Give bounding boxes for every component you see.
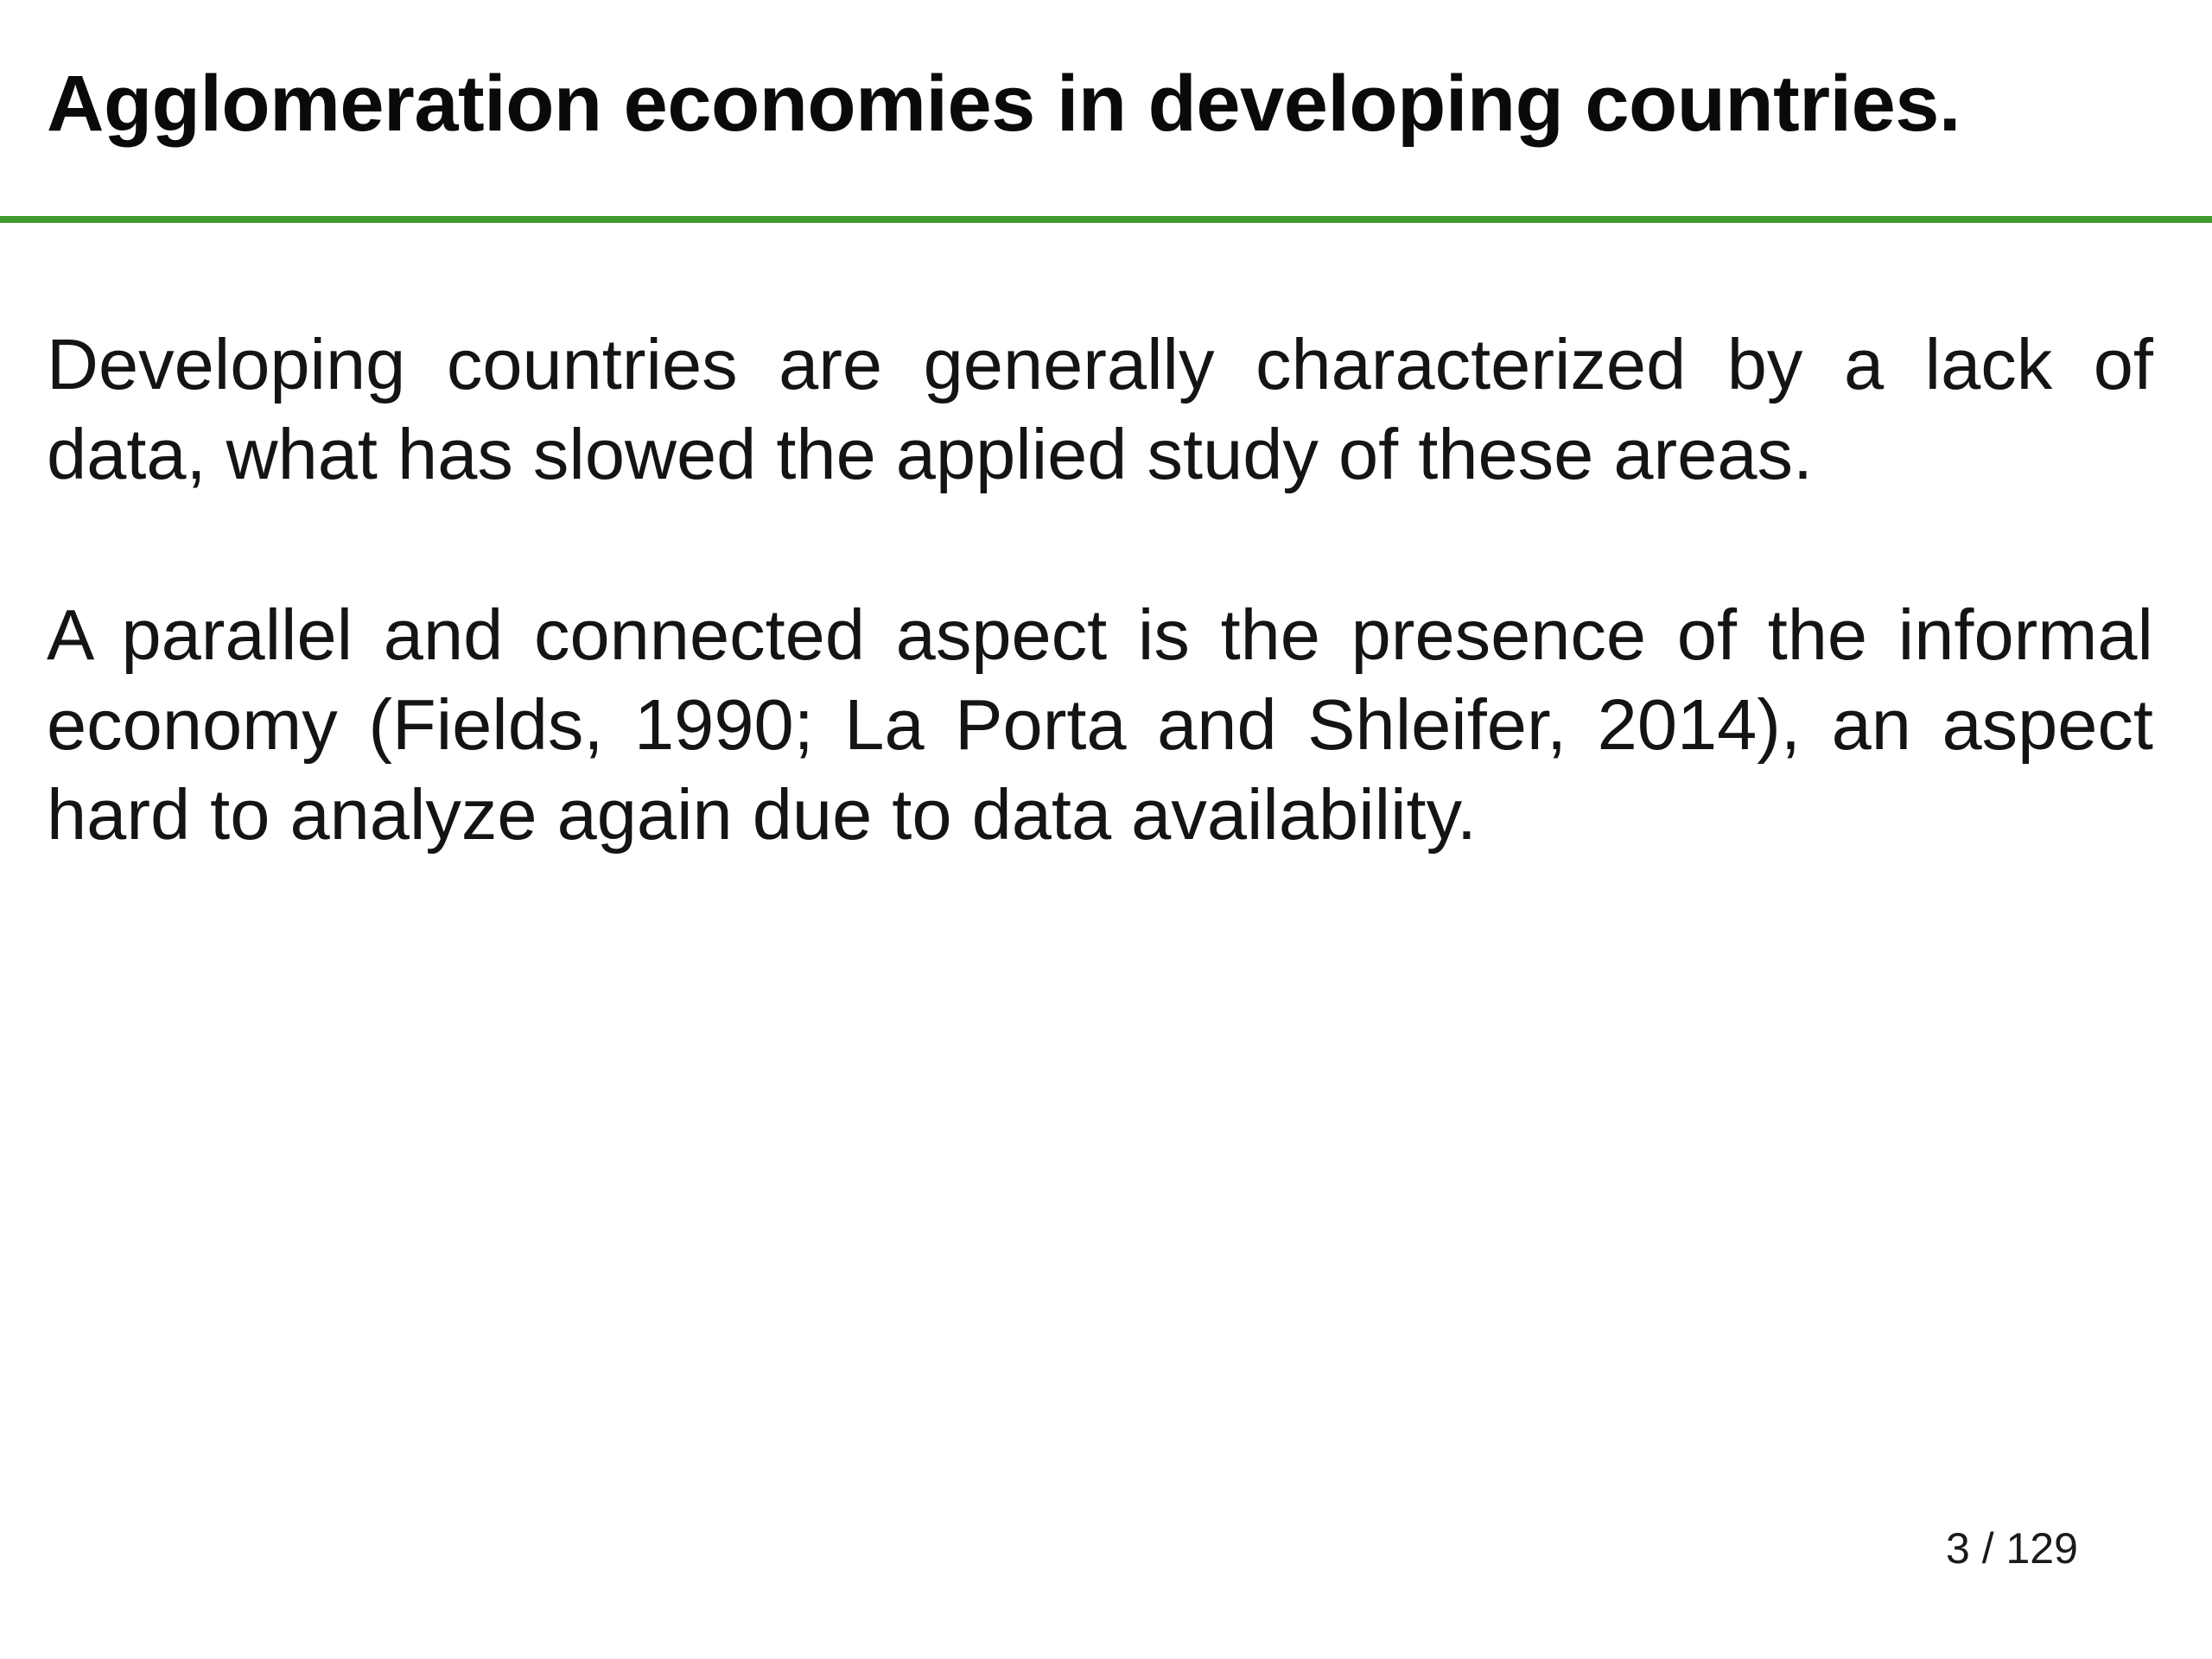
page-number: 3 / 129 — [1946, 1524, 2078, 1573]
title-divider — [0, 216, 2212, 223]
paragraph-data-scarcity: Developing countries are generally characterized by a lack of data, what has slowed the applied study of these areas. — [47, 324, 2153, 494]
slide-title: Agglomeration economies in developing countries. — [47, 60, 1961, 148]
paragraph-informal-economy: A parallel and connected aspect is the presence of the informal economy (Fields, 1990; La Porta and Shleifer, 2014), an aspect hard to analyze again due to data availability. — [47, 594, 2153, 855]
slide-body — [47, 320, 2153, 950]
